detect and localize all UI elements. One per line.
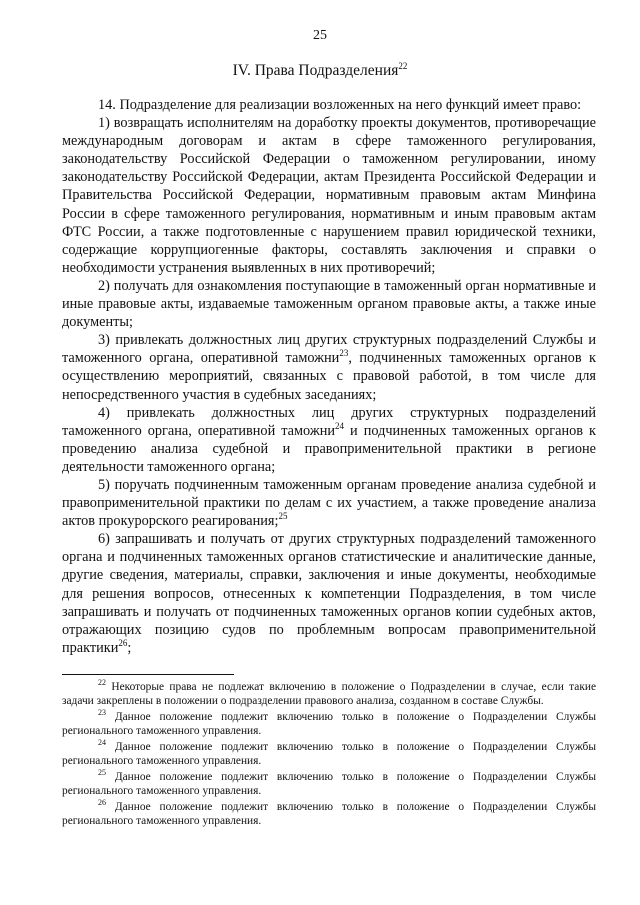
footnote-26: [62, 800, 596, 828]
right-item-6-text-b: ;: [127, 639, 132, 656]
footnote-25: [62, 770, 596, 798]
footnote-23: [62, 710, 596, 738]
right-item-5-text-a: 5) поручать подчиненным таможенным органам проведение анализа судебной и правоприменительной практики по делам с их участием, а также проведение анализа актов прокурорского реагирования;: [62, 476, 596, 530]
right-item-4-text-b: и подчиненных таможенных органов к проведению анализа судебной и правоприменительной практики в регионе деятельности таможенного органа;: [62, 422, 596, 475]
footnote-ref-24: 24: [335, 420, 345, 431]
footnote-22: [62, 680, 596, 708]
footnote-ref-26: 26: [118, 638, 128, 649]
right-item-3-text-a: 3) привлекать должностных лиц других структурных подразделений Службы и таможенного органа, оперативной таможни: [62, 332, 596, 367]
page-number: 25: [313, 28, 327, 43]
right-item-6: [62, 530, 596, 657]
clause-14-intro: 14. Подразделение для реализации возложенных на него функций имеет право:: [98, 97, 582, 113]
right-item-6-text-a: 6) запрашивать и получать от других структурных подразделений таможенного органа и подчиненных таможенных органов статистические и аналитические данные, другие сведения, материалы, справки, заключения и иные документы, необходимые для решения вопросов, отнесенных к компетенции Подразделения, в том числе запрашивать и получать от подчиненных таможенных органов копии судебных актов, отражающих позицию судов по проблемным вопросам правоприменительной практики: [62, 531, 596, 656]
section-title-text: IV. Права Подразделения: [232, 62, 399, 79]
right-item-4: [62, 404, 596, 476]
footnote-mark: 26: [98, 798, 106, 808]
body-text: [62, 96, 596, 657]
footnote-separator: [62, 674, 234, 675]
right-item-2: 2) получать для ознакомления поступающие в таможенный орган нормативные и иные правовые акты, издаваемые таможенным органом правовые акты, а также иные документы;: [62, 277, 596, 331]
footnote-ref-23: 23: [339, 348, 349, 359]
footnote-text: Данное положение подлежит включению только в положение о Подразделении Службы регионального таможенного управления.: [62, 711, 596, 737]
footnote-ref-25: 25: [278, 511, 288, 522]
footnote-text: Данное положение подлежит включению только в положение о Подразделении Службы регионального таможенного управления.: [62, 741, 596, 767]
right-item-4-text-a: 4) привлекать должностных лиц других структурных подразделений таможенного органа, оперативной таможни: [62, 404, 596, 439]
footnote-mark: 22: [98, 678, 106, 688]
footnote-text: Некоторые права не подлежат включению в положение о Подразделении в случае, если такие задачи закреплены в положении о подразделении правового анализа, созданном в составе Службы.: [62, 681, 596, 707]
footnote-ref-22: 22: [398, 60, 408, 71]
footnote-mark: 24: [98, 738, 106, 748]
right-item-1: 1) возвращать исполнителям на доработку проекты документов, противоречащие международным договорам и актам в сфере таможенного регулирования, законодательству Российской Федерации о таможенном регулировании, иному законодательству Российской Федерации, актам Президента Российской Федерации и Правительства Российской Федерации, нормативным правовым актам Минфина России в сфере таможенного регулирования, нормативным и иным правовым актам ФТС России, а также подготовленные с нарушением правил юридической техники, содержащие коррупциогенные факторы, составлять заключения и справки о необходимости устранения выявленных в них противоречий;: [62, 115, 596, 276]
right-item-5: [62, 476, 596, 530]
right-item-3-text-b: , подчиненных таможенных органов к осуществлению мероприятий, связанных с правовой работой, в том числе для непосредственного участия в судебных заседаниях;: [62, 350, 596, 403]
footnotes: [62, 680, 596, 830]
footnote-mark: 23: [98, 708, 106, 718]
footnote-text: Данное положение подлежит включению только в положение о Подразделении Службы регионального таможенного управления.: [62, 771, 596, 797]
section-title: [0, 62, 640, 80]
footnote-mark: 25: [98, 768, 106, 778]
footnote-text: Данное положение подлежит включению только в положение о Подразделении Службы регионального таможенного управления.: [62, 801, 596, 827]
right-item-3: [62, 331, 596, 403]
footnote-24: [62, 740, 596, 768]
